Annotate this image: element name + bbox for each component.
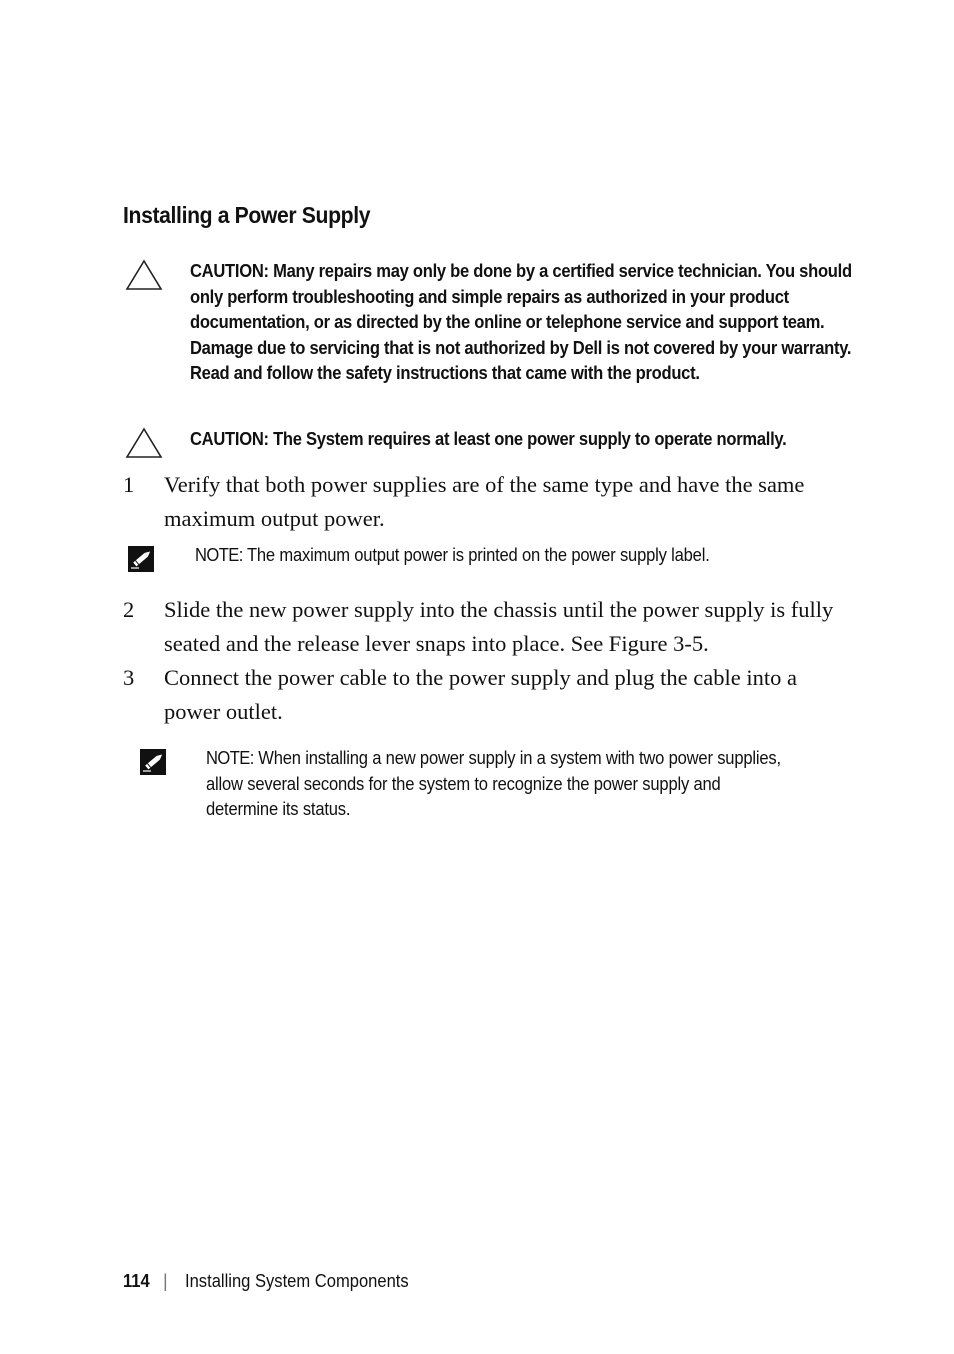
page-title: Installing a Power Supply [123,202,371,228]
note-text [206,746,795,823]
step-text: Connect the power cable to the power supply and plug the cable into a power outlet. [164,665,797,724]
step-text: Slide the new power supply into the chassis until the power supply is fully seated and the release lever snaps into place. See Figure 3-5. [164,597,834,656]
step-text: Verify that both power supplies are of the same type and have the same maximum output power. [164,472,805,531]
caution-body: The System requires at least one power supply to operate normally. [273,429,787,449]
note-pencil-icon [139,746,169,776]
note-body: The maximum output power is printed on the power supply label. [246,545,710,565]
caution-body: Many repairs may only be done by a certified service technician. You should only perform troubleshooting and simple repairs as authorized in your product documentation, or as directed by the online or telephone service and support team. Damage due to servicing that is not authorized by Dell is not covered by your warranty. Read and follow the safety instructions that came with the product. [190,261,852,383]
note-body: When installing a new power supply in a system with two power supplies, allow several seconds for the system to recognize the power supply and determine its status. [206,748,781,819]
caution-label: CAUTION: [190,261,269,281]
caution-triangle-icon [125,259,163,291]
note-label: NOTE: [206,748,254,768]
step-number: 3 [123,665,135,690]
page-number: 114 [123,1271,150,1291]
caution-label: CAUTION: [190,429,269,449]
footer-separator: | [163,1271,168,1291]
caution-triangle-icon [125,427,163,459]
footer-section-title: Installing System Components [185,1271,409,1291]
caution-text [190,259,852,387]
note-label: NOTE: [195,545,243,565]
step-number: 1 [123,472,135,497]
step-number: 2 [123,597,135,622]
caution-text [190,427,852,453]
note-pencil-icon [127,543,157,573]
note-text [195,543,784,569]
